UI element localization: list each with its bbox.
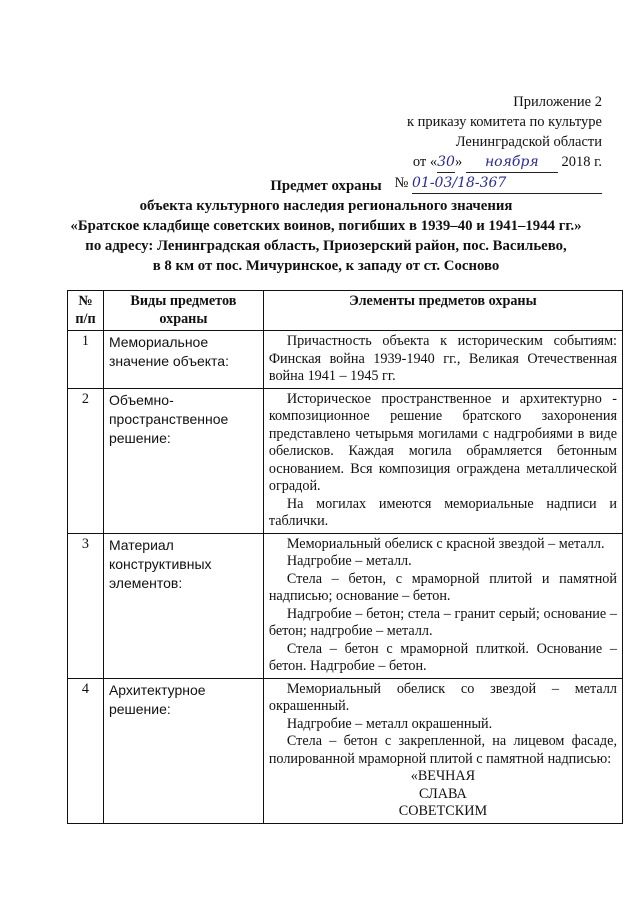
element-paragraph: Надгробие – бетон; стела – гранит серый; основание – бетон; надгробие – металл.: [268, 605, 617, 639]
inscription-line: СЛАВА: [419, 785, 467, 802]
date-prefix: от «: [412, 154, 438, 170]
date-day-handwritten: 30: [437, 152, 455, 173]
element-paragraph: Стела – бетон с закрепленной, на лицевом фасаде, полированной мраморной плитой с памятной надписью:: [268, 733, 617, 767]
appendix-region-line: Ленинградской области: [455, 134, 602, 150]
title-line-5: в 8 км от пос. Мичуринское, к западу от ст. Сосново: [152, 258, 500, 274]
row-elements: [263, 388, 622, 533]
title-line-1: Предмет охраны: [270, 178, 382, 194]
title-line-3: «Братское кладбище советских воинов, погибших в 1939–40 и 1941–1944 гг.»: [70, 218, 582, 234]
row-num: 1: [68, 331, 104, 389]
element-paragraph: Надгробие – металл окрашенный.: [286, 715, 493, 732]
header-num: № п/п: [68, 291, 104, 331]
table-row: [68, 331, 623, 389]
header-elements: Элементы предметов охраны: [263, 291, 622, 331]
row-kind: Объемно-пространственное решение:: [103, 388, 263, 533]
element-paragraph: Стела – бетон, с мраморной плитой и памятной надписью; основание – бетон.: [268, 570, 617, 604]
element-paragraph: Причастность объекта к историческим событиям: Финская война 1939-1940 гг., Великая Отечественная война 1941 – 1945 гг.: [268, 333, 617, 384]
appendix-date-line: [362, 152, 602, 173]
protection-table: [67, 290, 623, 824]
date-mid: »: [454, 154, 463, 170]
appendix-order-line: к приказу комитета по культуре: [406, 114, 602, 130]
table-row: [68, 678, 623, 823]
element-paragraph: На могилах имеются мемориальные надписи и таблички.: [268, 495, 617, 529]
row-num: 3: [68, 533, 104, 678]
element-paragraph: Стела – бетон с мраморной плиткой. Основание – бетон. Надгробие – бетон.: [268, 640, 617, 674]
appendix-title: Приложение 2: [513, 94, 602, 110]
element-paragraph: Мемориальный обелиск со звездой – металл окрашенный.: [268, 680, 617, 714]
number-prefix: №: [394, 175, 409, 191]
inscription-line: «ВЕЧНАЯ: [410, 768, 476, 784]
date-year: 2018 г.: [561, 154, 602, 170]
row-elements: [263, 678, 622, 823]
header-kinds: Виды предметов охраны: [103, 291, 263, 331]
row-kind: Архитектурное решение:: [103, 678, 263, 823]
row-kind: Мемориальное значение объекта:: [103, 331, 263, 389]
inscription-line: СОВЕТСКИМ: [398, 803, 488, 819]
element-paragraph: Надгробие – металл.: [286, 553, 412, 569]
title-line-2: объекта культурного наследия регионального значения: [139, 198, 513, 214]
row-elements: [263, 533, 622, 678]
row-num: 4: [68, 678, 104, 823]
table-row: [68, 533, 623, 678]
table-header-row: [68, 291, 623, 331]
element-paragraph: Историческое пространственное и архитектурно - композиционное решение братского захоронения представлено четырьмя могилами с надгробиями в виде обелисков. Каждая могила обрамляется бетонным основанием. Вся композиция ограждена металлической оградой.: [268, 390, 617, 494]
element-paragraph: Мемориальный обелиск с красной звездой – металл.: [286, 535, 605, 552]
row-kind: Материал конструктивных элементов:: [103, 533, 263, 678]
date-month-handwritten: ноября: [466, 152, 558, 173]
number-handwritten: 01-03/18-367: [412, 173, 602, 194]
document-title: [40, 176, 612, 276]
table-row: [68, 388, 623, 533]
row-elements: [263, 331, 622, 389]
row-num: 2: [68, 388, 104, 533]
title-line-4: по адресу: Ленинградская область, Приозерский район, пос. Васильево,: [85, 238, 567, 254]
